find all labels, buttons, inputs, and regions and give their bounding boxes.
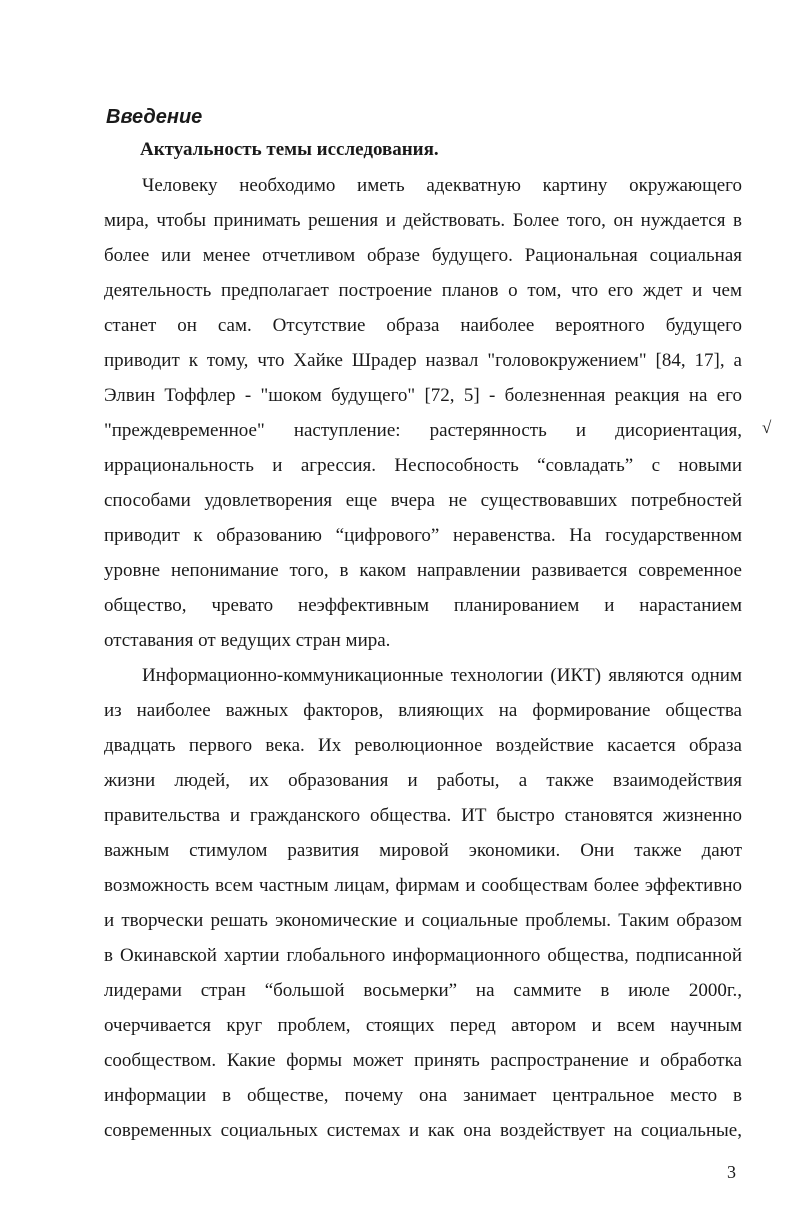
text-line: из наиболее важных факторов, влияющих на формирование общества	[104, 700, 742, 721]
section-heading: Введение	[106, 106, 203, 128]
text-line: Информационно-коммуникационные технологии (ИКТ) являются одним	[142, 665, 742, 686]
text-line: возможность всем частным лицам, фирмам и сообществам более эффективно	[104, 875, 742, 896]
text-line: современных социальных системах и как она воздействует на социальные,	[104, 1120, 742, 1141]
text-line: информации в обществе, почему она занимает центральное место в	[104, 1085, 742, 1106]
text-line: жизни людей, их образования и работы, а также взаимодействия	[104, 770, 742, 791]
text-line: сообществом. Какие формы может принять распространение и обработка	[104, 1050, 742, 1071]
text-line: иррациональность и агрессия. Неспособность “совладать” с новыми	[104, 455, 742, 476]
text-line: более или менее отчетливом образе будущего. Рациональная социальная	[104, 245, 742, 266]
text-line: станет он сам. Отсутствие образа наиболее вероятного будущего	[104, 315, 742, 336]
text-line: способами удовлетворения еще вчера не существовавших потребностей	[104, 490, 742, 511]
margin-check-mark: √	[762, 418, 772, 437]
text-line: "преждевременное" наступление: растерянность и дисориентация,	[104, 420, 742, 441]
text-line: Человеку необходимо иметь адекватную картину окружающего	[142, 175, 742, 196]
text-line: деятельность предполагает построение планов о том, что его ждет и чем	[104, 280, 742, 301]
text-line: общество, чревато неэффективным планированием и нарастанием	[104, 595, 742, 616]
text-line: очерчивается круг проблем, стоящих перед автором и всем научным	[104, 1015, 742, 1036]
text-line: правительства и гражданского общества. ИТ быстро становятся жизненно	[104, 805, 742, 826]
text-line: приводит к тому, что Хайке Шрадер назвал "головокружением" [84, 17], а	[104, 350, 742, 371]
text-line: мира, чтобы принимать решения и действовать. Более того, он нуждается в	[104, 210, 742, 231]
text-line: приводит к образованию “цифрового” неравенства. На государственном	[104, 525, 742, 546]
text-line: Элвин Тоффлер - "шоком будущего" [72, 5] - болезненная реакция на его	[104, 385, 742, 406]
text-line: лидерами стран “большой восьмерки” на саммите в июле 2000г.,	[104, 980, 742, 1001]
text-line: в Окинавской хартии глобального информационного общества, подписанной	[104, 945, 742, 966]
page-number: 3	[727, 1162, 736, 1182]
text-line: отставания от ведущих стран мира.	[104, 630, 391, 651]
text-line: уровне непонимание того, в каком направлении развивается современное	[104, 560, 742, 581]
text-line: и творчески решать экономические и социальные проблемы. Таким образом	[104, 910, 742, 931]
subsection-heading: Актуальность темы исследования.	[140, 139, 439, 160]
text-line: двадцать первого века. Их революционное воздействие касается образа	[104, 735, 742, 756]
text-line: важным стимулом развития мировой экономики. Они также дают	[104, 840, 742, 861]
